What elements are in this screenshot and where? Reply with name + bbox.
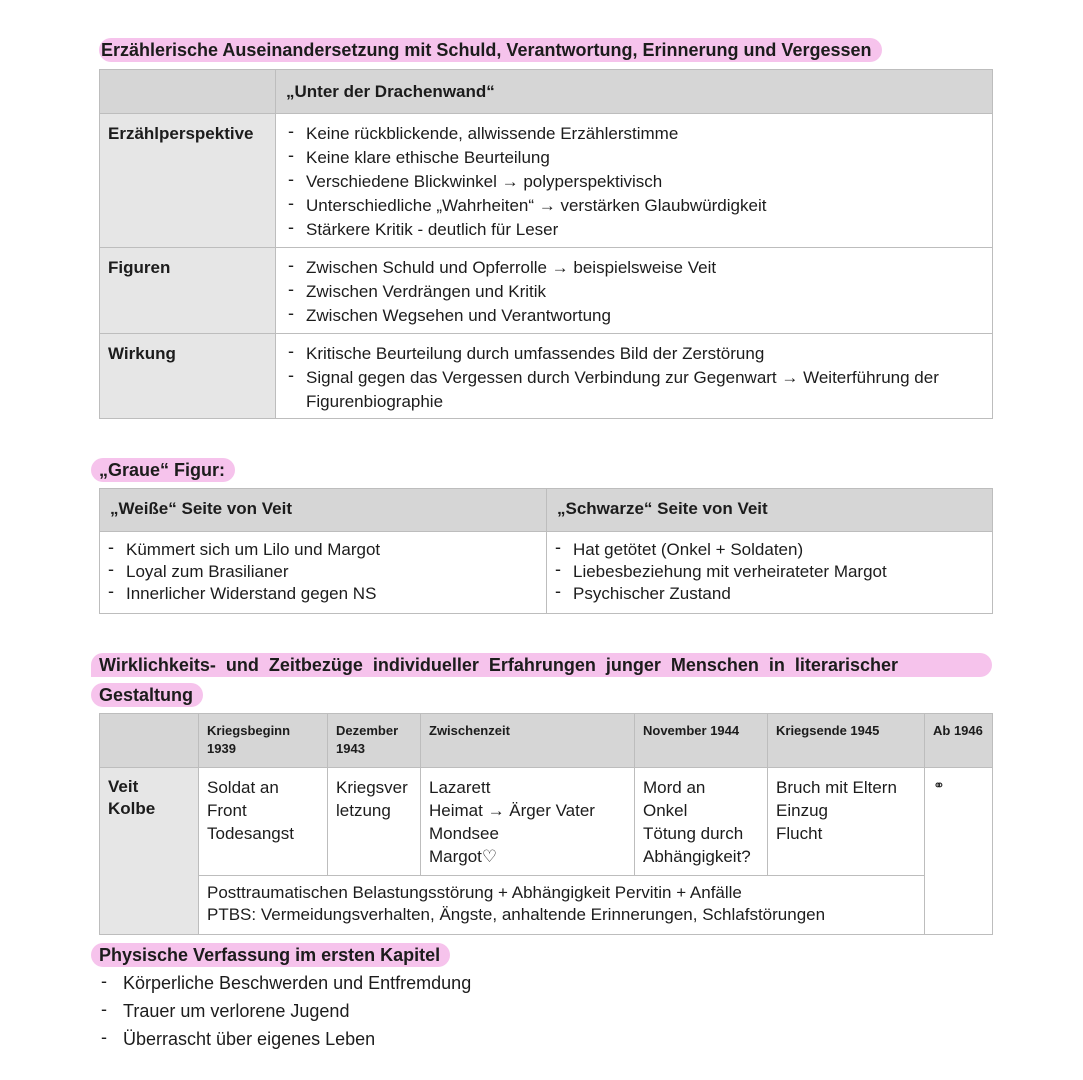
black-side-header: „Schwarze“ Seite von Veit: [547, 489, 993, 532]
list-item: - Liebesbeziehung mit verheirateter Margot: [551, 561, 984, 583]
col-header-dec-1943: Dezember 1943: [328, 714, 421, 768]
timeline-table: [99, 713, 993, 935]
section-heading-grey-figure: „Graue“ Figur:: [91, 458, 235, 482]
row-label-veit-kolbe: [100, 768, 199, 935]
summary-line: PTBS: Vermeidungsverhalten, Ängste, anhaltende Erinnerungen, Schlafstörungen: [207, 905, 826, 924]
list-item: - Zwischen Schuld und Opferrolle → beispielsweise Veit: [284, 256, 984, 280]
narrative-table: [99, 69, 993, 419]
row-label-perspective: Erzählperspektive: [100, 114, 276, 248]
list-item: - Körperliche Beschwerden und Entfremdung: [99, 969, 471, 997]
grey-figure-table: [99, 488, 993, 614]
cell-line: Bruch mit Eltern: [776, 778, 897, 797]
rings-icon: ⚭: [933, 777, 945, 793]
section-heading-reality: [91, 653, 992, 677]
list-item: - Kümmert sich um Lilo und Margot: [104, 539, 538, 561]
cell-line: Heimat → Ärger Vater: [429, 801, 595, 820]
cell-line: Front: [207, 801, 247, 820]
cell-line: Margot♡: [429, 847, 498, 866]
row-label-line: Veit: [108, 777, 139, 796]
col-header-1945: Kriegsende 1945: [768, 714, 925, 768]
cell-line: Kriegsver: [336, 778, 408, 797]
list-item: - Loyal zum Brasilianer: [104, 561, 538, 583]
white-side-header: „Weiße“ Seite von Veit: [100, 489, 547, 532]
list-item: - Zwischen Wegsehen und Verantwortung: [284, 304, 984, 328]
list-item: - Überrascht über eigenes Leben: [99, 1025, 471, 1053]
col-header-interim: Zwischenzeit: [421, 714, 635, 768]
list-item: - Stärkere Kritik - deutlich für Leser: [284, 218, 984, 242]
empty-header-cell: [100, 70, 276, 114]
cell-line: Soldat an: [207, 778, 279, 797]
black-side-cell: [547, 532, 993, 614]
section-heading-reality-line2: Gestaltung: [91, 683, 203, 707]
list-item: - Signal gegen das Vergessen durch Verbindung zur Gegenwart → Weiterführung der Figurenbiographie: [284, 366, 984, 414]
cell-1946: [925, 768, 993, 935]
cell-nov-1944: [635, 768, 768, 876]
empty-header-cell: [100, 714, 199, 768]
cell-line: Onkel: [643, 801, 688, 820]
list-item: - Verschiedene Blickwinkel → polyperspektivisch: [284, 170, 984, 194]
heading-line-1: Wirklichkeits- und Zeitbezüge individueller Erfahrungen junger Menschen in literarischer: [99, 655, 898, 675]
cell-1939: [199, 768, 328, 876]
cell-line: Einzug: [776, 801, 828, 820]
list-item: - Keine klare ethische Beurteilung: [284, 146, 984, 170]
summary-line: Posttraumatischen Belastungsstörung + Abhängigkeit Pervitin + Anfälle: [207, 883, 742, 902]
list-item: - Innerlicher Widerstand gegen NS: [104, 583, 538, 605]
list-item: - Kritische Beurteilung durch umfassendes Bild der Zerstörung: [284, 342, 984, 366]
col-header-1939: Kriegsbeginn 1939: [199, 714, 328, 768]
cell-line: Tötung durch: [643, 824, 744, 843]
cell-line: Lazarett: [429, 778, 491, 797]
effect-cell: [276, 334, 993, 419]
list-item: - Trauer um verlorene Jugend: [99, 997, 471, 1025]
cell-interim: [421, 768, 635, 876]
cell-line: Abhängigkeit?: [643, 847, 751, 866]
novel-title-header: „Unter der Drachenwand“: [276, 70, 993, 114]
col-header-1946: Ab 1946: [925, 714, 993, 768]
perspective-cell: [276, 114, 993, 248]
row-label-line: Kolbe: [108, 799, 156, 818]
row-label-effect: Wirkung: [100, 334, 276, 419]
section-heading-guilt: Erzählerische Auseinandersetzung mit Schuld, Verantwortung, Erinnerung und Vergessen: [99, 38, 882, 62]
cell-1945: [768, 768, 925, 876]
cell-line: Mord an: [643, 778, 706, 797]
ptsd-summary-cell: [199, 876, 925, 935]
physical-condition-list: [99, 969, 471, 1053]
col-header-nov-1944: November 1944: [635, 714, 768, 768]
white-side-cell: [100, 532, 547, 614]
cell-dec-1943: [328, 768, 421, 876]
cell-line: Todesangst: [207, 824, 294, 843]
list-item: - Zwischen Verdrängen und Kritik: [284, 280, 984, 304]
list-item: - Hat getötet (Onkel + Soldaten): [551, 539, 984, 561]
cell-line: Mondsee: [429, 824, 499, 843]
list-item: - Unterschiedliche „Wahrheiten“ → verstärken Glaubwürdigkeit: [284, 194, 984, 218]
list-item: - Psychischer Zustand: [551, 583, 984, 605]
list-item: - Keine rückblickende, allwissende Erzählerstimme: [284, 122, 984, 146]
row-label-figures: Figuren: [100, 248, 276, 334]
cell-line: Flucht: [776, 824, 823, 843]
cell-line: letzung: [336, 801, 391, 820]
figures-cell: [276, 248, 993, 334]
section-heading-physical: Physische Verfassung im ersten Kapitel: [91, 943, 450, 967]
